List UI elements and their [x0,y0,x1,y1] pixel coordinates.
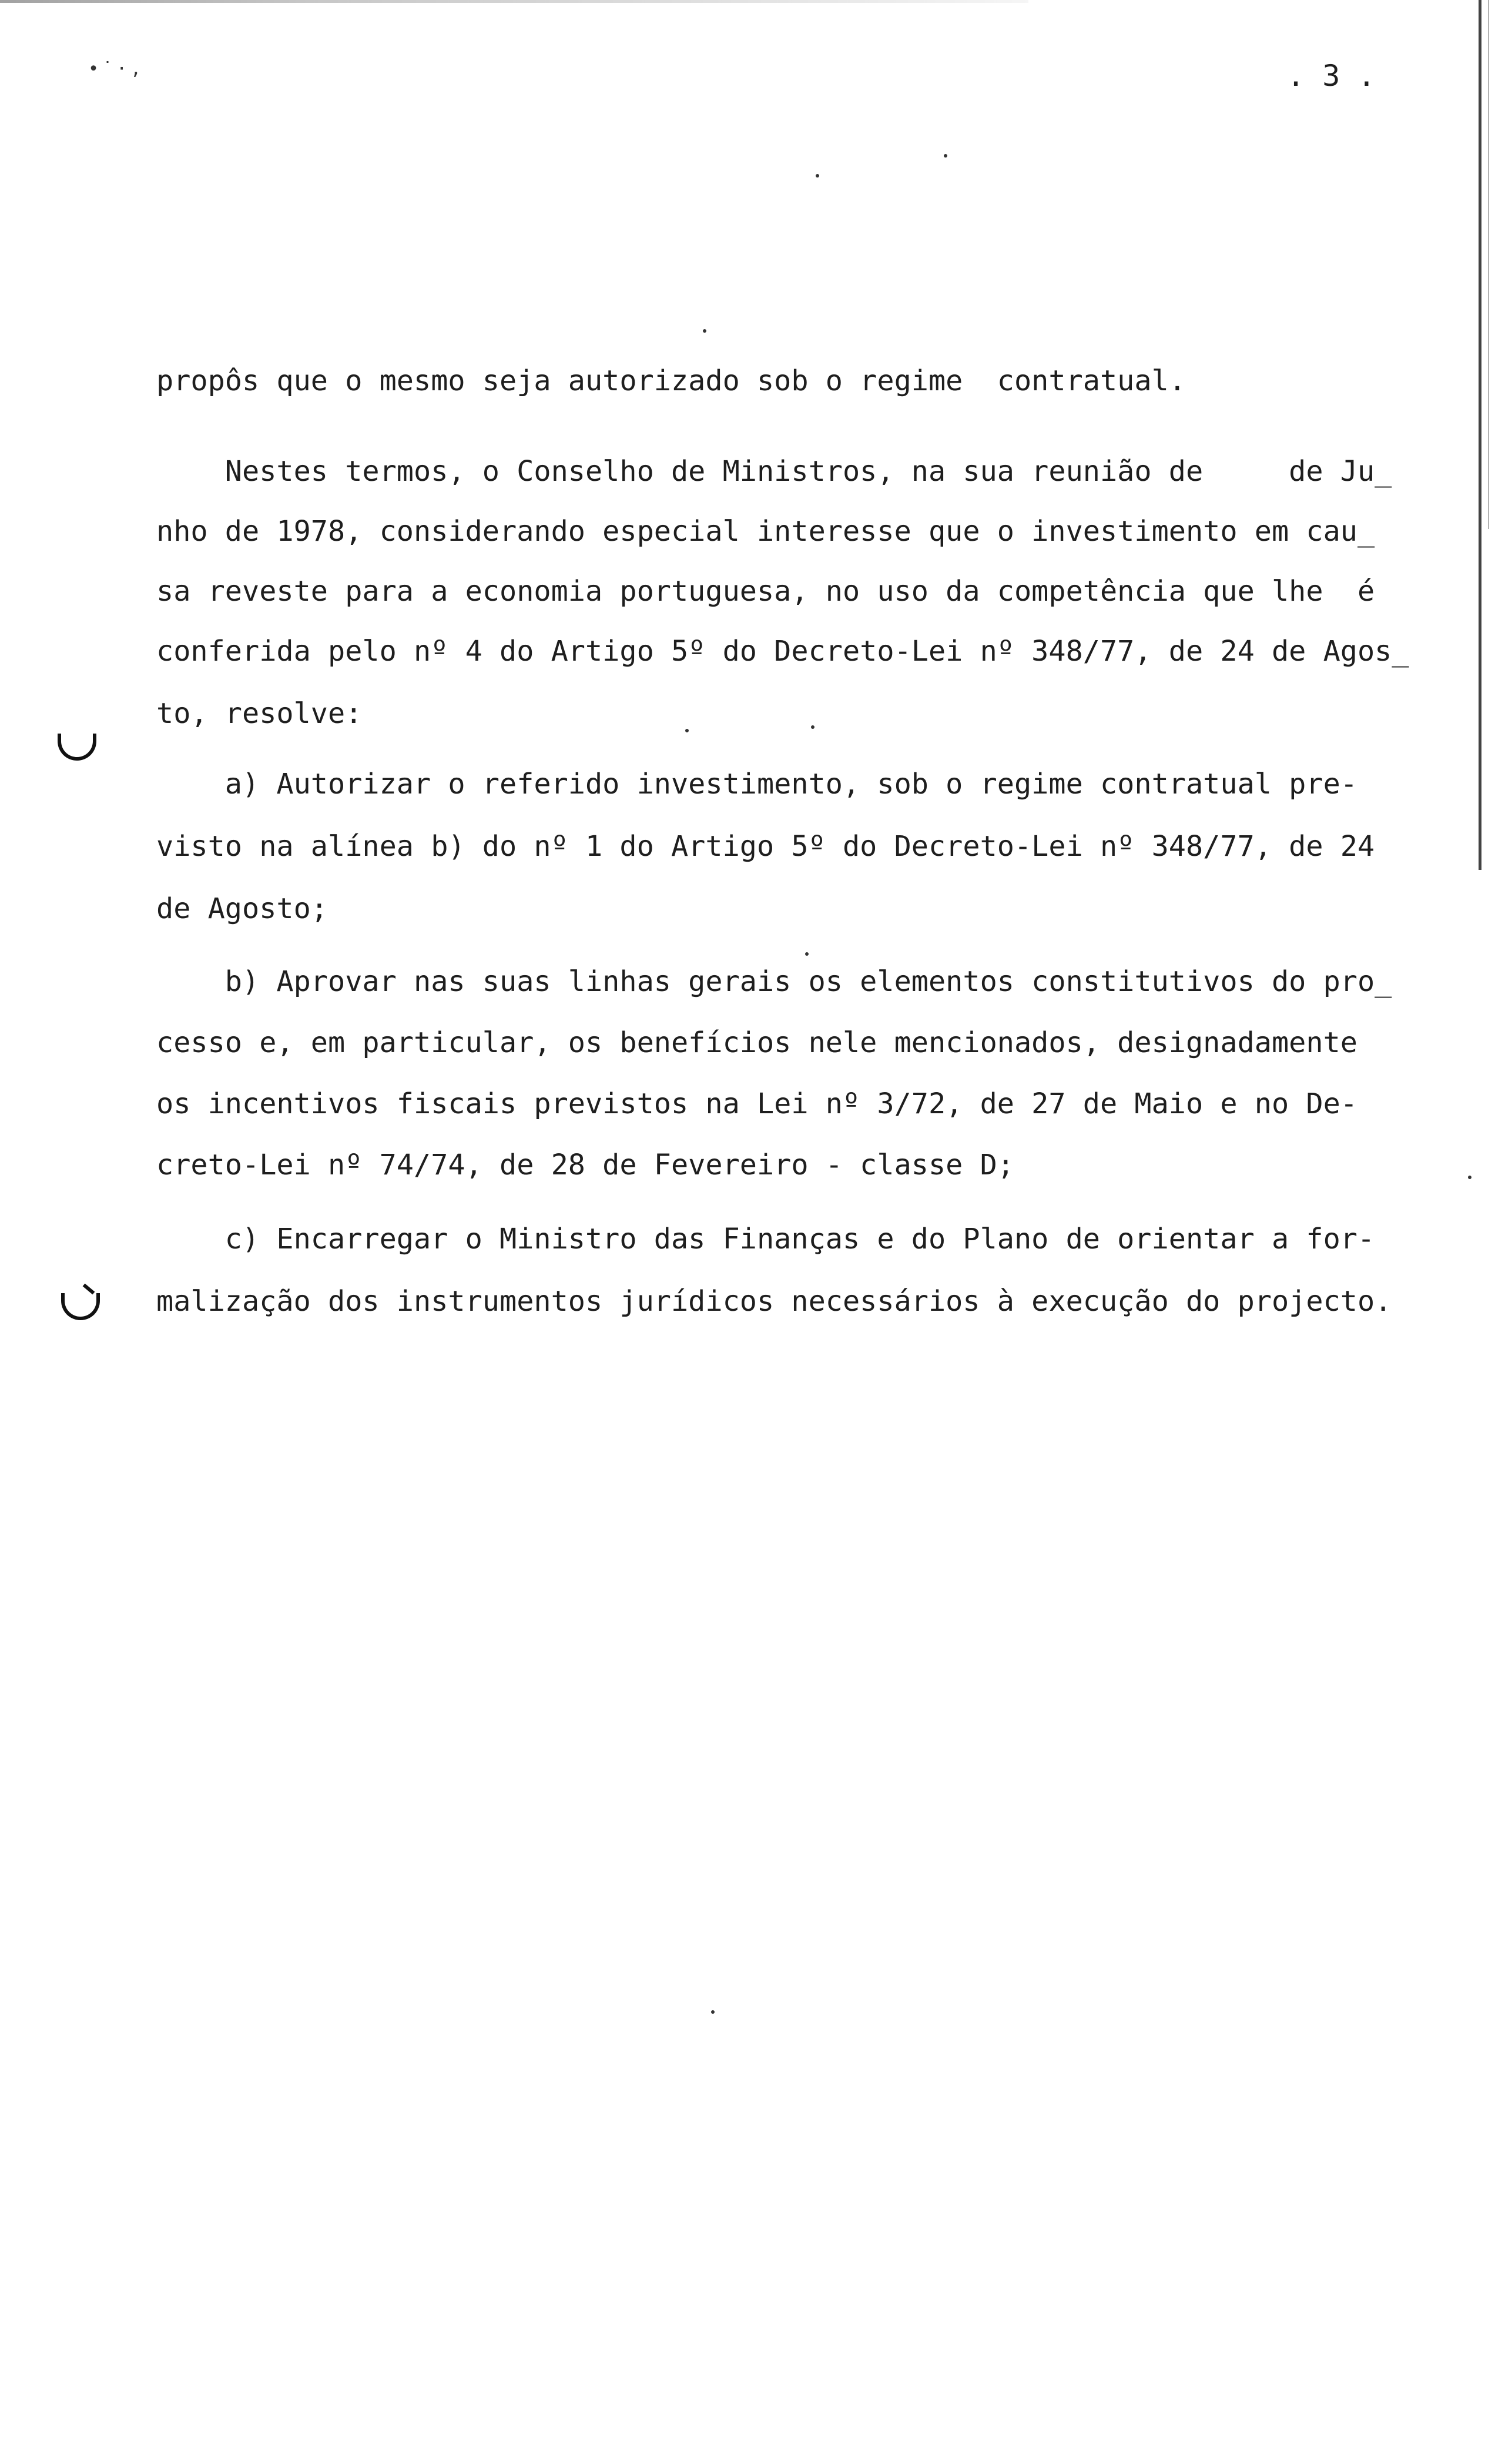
body-line: a) Autorizar o referido investimento, sob o regime contratual pre- [156,768,1357,801]
scan-speck [703,329,706,333]
body-line: visto na alínea b) do nº 1 do Artigo 5º do Decreto-Lei nº 348/77, de 24 [156,830,1375,863]
body-line: c) Encarregar o Ministro das Finanças e do Plano de orientar a for- [156,1223,1375,1256]
corner-marks: •˙·, [88,59,145,79]
scan-top-edge [0,0,1028,3]
body-line: cesso e, em particular, os benefícios nele mencionados, designadamente [156,1026,1357,1059]
punch-hole-mark [61,1293,100,1320]
body-line: de Agosto; [156,892,328,925]
scan-right-edge-shadow [1488,0,1489,529]
scan-speck [944,154,947,158]
body-line: os incentivos fiscais previstos na Lei nº 3/72, de 27 de Maio e no De- [156,1087,1357,1120]
page-number: . 3 . [1287,59,1376,93]
scan-speck [1468,1176,1471,1179]
body-line: creto-Lei nº 74/74, de 28 de Fevereiro - classe D; [156,1149,1014,1181]
scan-speck [816,174,819,178]
scan-speck [805,952,809,956]
scan-right-edge [1479,0,1481,870]
body-line: Nestes termos, o Conselho de Ministros, na sua reunião de de Ju_ [156,455,1392,488]
scan-speck [685,729,689,732]
body-line: propôs que o mesmo seja autorizado sob o regime contratual. [156,364,1186,397]
body-line: b) Aprovar nas suas linhas gerais os elementos constitutivos do pro_ [156,965,1392,998]
scan-speck [811,725,814,729]
scan-speck [711,2010,715,2014]
body-line: sa reveste para a economia portuguesa, no uso da competência que lhe é [156,575,1375,608]
body-line: nho de 1978, considerando especial interesse que o investimento em cau_ [156,515,1375,548]
punch-hole-mark [58,734,96,761]
body-line: malização dos instrumentos jurídicos necessários à execução do projecto. [156,1285,1392,1318]
body-line: conferida pelo nº 4 do Artigo 5º do Decreto-Lei nº 348/77, de 24 de Agos_ [156,635,1409,668]
body-line: to, resolve: [156,697,363,730]
